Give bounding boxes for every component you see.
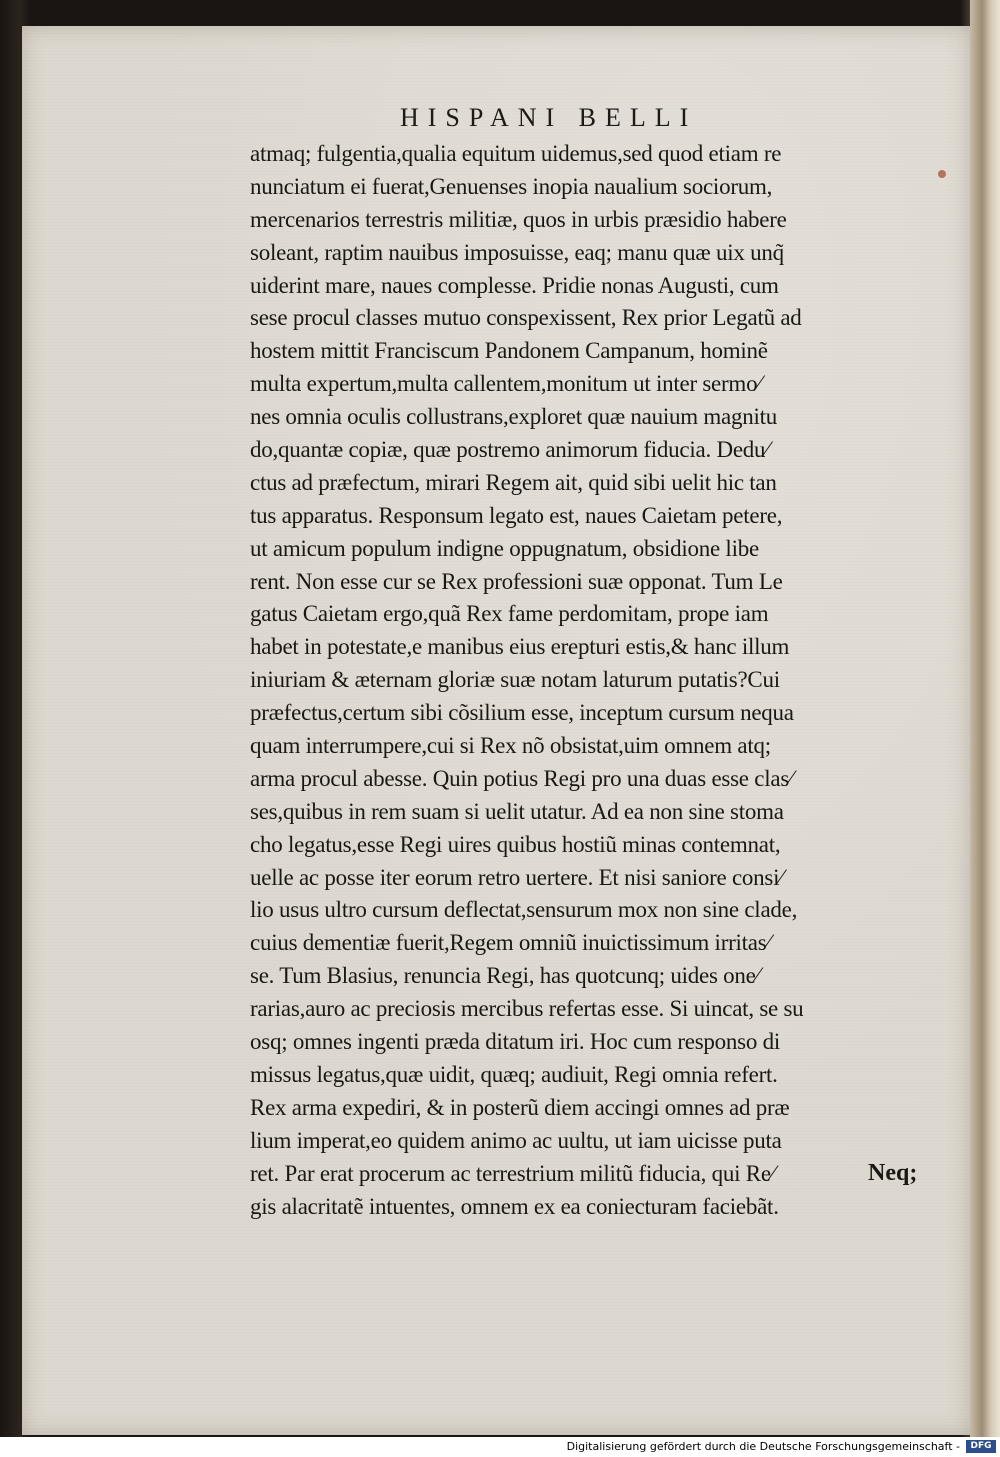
- text-line: Rex arma expediri, & in posterũ diem accingi omnes ad præ: [250, 1094, 790, 1120]
- text-line: ut amicum populum indigne oppugnatum, obsidione libe: [250, 535, 759, 561]
- text-line: mercenarios terrestris militiæ, quos in urbis præsidio habere: [250, 206, 787, 232]
- text-line: ses,quibus in rem suam si uelit utatur. Ad ea non sine stoma: [250, 798, 784, 824]
- text-line: iniuriam & æternam gloriæ suæ notam laturum putatis?Cui: [250, 667, 780, 693]
- digitization-credit: Digitalisierung gefördert durch die Deutsche Forschungsgemeinschaft -: [566, 1440, 960, 1453]
- text-line: gatus Caietam ergo,quã Rex fame perdomitam, prope iam: [250, 601, 769, 627]
- text-line: tus apparatus. Responsum legato est, naues Caietam petere,: [250, 502, 783, 528]
- text-line: habet in potestate,e manibus eius erepturi estis,& hanc illum: [250, 634, 790, 660]
- ink-spot: [938, 170, 946, 178]
- text-line: ctus ad præfectum, mirari Regem ait, quid sibi uelit hic tan: [250, 469, 777, 495]
- text-line: nunciatum ei fuerat,Genuenses inopia naualium sociorum,: [250, 173, 773, 199]
- text-line: osq; omnes ingenti præda ditatum iri. Hoc cum responso di: [250, 1029, 781, 1055]
- body-text: [250, 138, 930, 1223]
- text-line: præfectus,certum sibi cõsilium esse, inceptum cursum nequa: [250, 700, 794, 726]
- text-line: sese procul classes mutuo conspexissent, Rex prior Legatũ ad: [250, 305, 802, 331]
- text-line: missus legatus,quæ uidit, quæq; audiuit, Regi omnia refert.: [250, 1061, 778, 1087]
- text-line: se. Tum Blasius, renuncia Regi, has quotcunq; uides one⁄: [250, 963, 760, 989]
- text-line: gis alacritatẽ intuentes, omnem ex ea coniecturam faciebãt.: [250, 1193, 779, 1219]
- text-line: atmaq; fulgentia,qualia equitum uidemus,sed quod etiam re: [250, 141, 782, 166]
- text-line: uelle ac posse iter eorum retro uertere. Et nisi saniore consi⁄: [250, 864, 783, 890]
- text-line: do,quantæ copiæ, quæ postremo animorum fiducia. Dedu⁄: [250, 437, 769, 463]
- text-line: cuius dementiæ fuerit,Regem omniũ inuictissimum irritas⁄: [250, 930, 771, 956]
- text-line: cho legatus,esse Regi uires quibus hostiũ minas contemnat,: [250, 831, 781, 857]
- text-line: soleant, raptim nauibus imposuisse, eaq; manu quæ uix unq̃: [250, 239, 784, 265]
- book-gutter: [970, 0, 1000, 1437]
- text-line: arma procul abesse. Quin potius Regi pro una duas esse clas⁄: [250, 765, 793, 791]
- text-line: rarias,auro ac preciosis mercibus refertas esse. Si uincat, se su: [250, 996, 804, 1022]
- text-line: lium imperat,eo quidem animo ac uultu, ut iam uicisse puta: [250, 1127, 782, 1153]
- text-line: multa expertum,multa callentem,monitum ut inter sermo⁄: [250, 371, 761, 397]
- text-line: uiderint mare, naues complesse. Pridie nonas Augusti, cum: [250, 272, 779, 298]
- text-line: ret. Par erat procerum ac terrestrium militũ fiducia, qui Re⁄: [250, 1160, 775, 1186]
- dfg-logo: DFG: [966, 1440, 996, 1453]
- catchword: Neq;: [868, 1160, 918, 1186]
- text-line: hostem mittit Franciscum Pandonem Campanum, hominẽ: [250, 338, 768, 364]
- text-line: lio usus ultro cursum deflectat,sensurum mox non sine clade,: [250, 897, 798, 923]
- text-line: nes omnia oculis collustrans,exploret quæ nauium magnitu: [250, 404, 778, 430]
- text-line: quam interrumpere,cui si Rex nõ obsistat,uim omnem atq;: [250, 733, 771, 759]
- running-head: HISPANI BELLI: [400, 103, 698, 132]
- text-line: rent. Non esse cur se Rex professioni suæ opponat. Tum Le: [250, 568, 783, 594]
